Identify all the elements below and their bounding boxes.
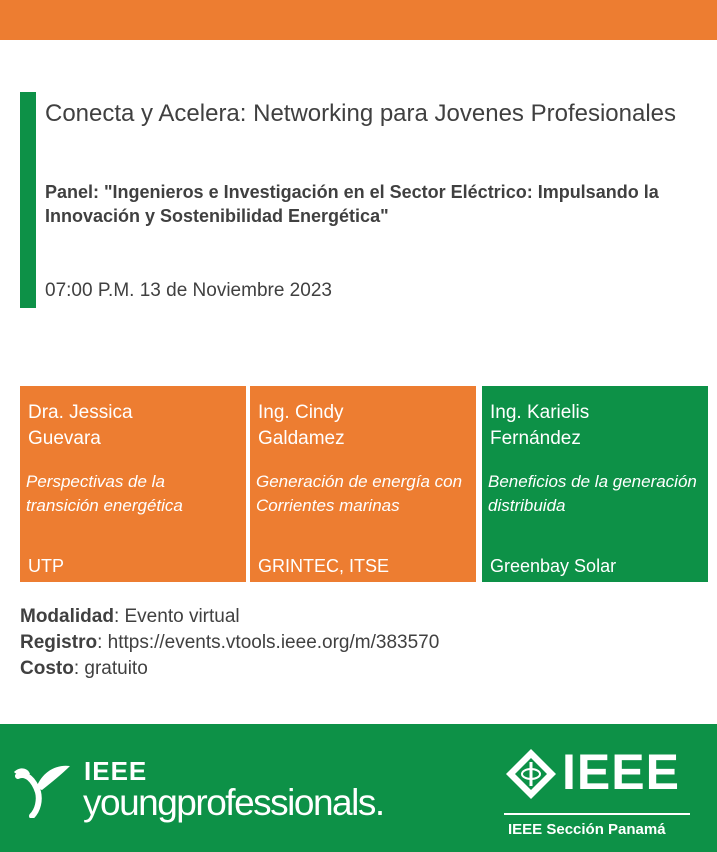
speaker-name: Ing. Cindy Galdamez [258,402,345,449]
yp-wordmark: youngprofessionals. [83,782,384,823]
top-orange-band [0,0,717,40]
ieee-diamond-logo-icon [505,748,557,800]
event-header [20,92,700,308]
ieee-divider [504,813,690,815]
talk-title: Perspectivas de la transición energética [26,472,183,515]
panel-title: Panel: "Ingenieros e Investigación en el Sector Eléctrico: Impulsando la Innovación y Sostenibilidad Energética" [45,182,659,226]
talk-title: Beneficios de la generación distribuida [488,472,697,515]
green-accent-bar [20,92,36,308]
speaker-name: Ing. Karielis Fernández [490,402,590,449]
ieee-section-name: IEEE Sección Panamá [508,821,666,838]
speaker-affiliation: Greenbay Solar [490,556,617,576]
registro-line: Registro: https://events.vtools.ieee.org/m/383570 [20,632,440,653]
event-date: 07:00 P.M. 13 de Noviembre 2023 [45,280,332,301]
speaker-name: Dra. Jessica Guevara [28,402,133,449]
footer-band [0,724,717,852]
speaker-card-guevara [20,386,246,582]
speaker-card-fernandez [482,386,708,582]
talk-title: Generación de energía con Corrientes marinas [256,472,463,515]
speaker-affiliation: GRINTEC, ITSE [258,556,390,576]
modalidad-line: Modalidad: Evento virtual [20,606,240,627]
yp-ieee-label: IEEE [84,756,148,786]
speaker-card-galdamez [250,386,476,582]
ieee-wordmark: IEEE [562,744,680,800]
costo-line: Costo: gratuito [20,658,148,679]
event-info [20,604,439,682]
registration-link[interactable]: : https://events.vtools.ieee.org/m/383570 [97,632,440,653]
speaker-affiliation: UTP [28,556,64,576]
event-title: Conecta y Acelera: Networking para Jovenes Profesionales [45,100,677,127]
young-professionals-logo-icon [12,758,72,818]
